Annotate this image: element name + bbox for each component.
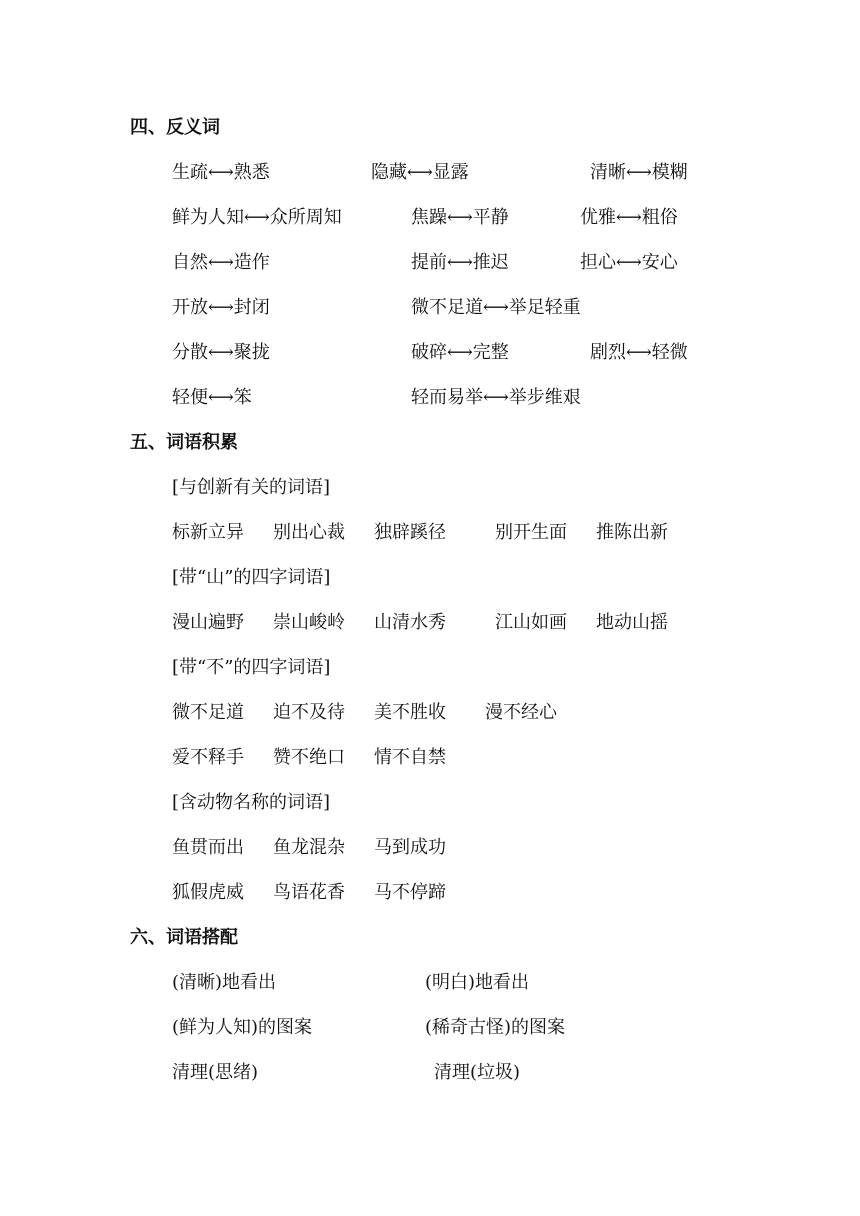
idiom: 鱼贯而出	[172, 837, 244, 858]
idiom: 漫不经心	[485, 702, 557, 723]
antonym-pair: 分散⟷聚拢	[172, 342, 270, 363]
idiom: 标新立异	[172, 522, 244, 543]
group-label: [带“不”的四字词语]	[172, 657, 331, 678]
antonym-pair: 优雅⟷粗俗	[580, 207, 678, 228]
group-label: [与创新有关的词语]	[172, 477, 331, 498]
idiom: 马不停蹄	[374, 882, 446, 903]
antonym-pair: 隐藏⟷显露	[371, 162, 469, 183]
antonym-pair: 微不足道⟷举足轻重	[411, 297, 581, 318]
idiom: 赞不绝口	[273, 747, 345, 768]
idiom: 马到成功	[374, 837, 446, 858]
antonym-pair: 轻而易举⟷举步维艰	[411, 387, 581, 408]
idiom: 迫不及待	[273, 702, 345, 723]
idiom: 爱不释手	[172, 747, 244, 768]
collocation: (明白)地看出	[425, 972, 530, 993]
antonym-pair: 剧烈⟷轻微	[590, 342, 688, 363]
antonym-pair: 焦躁⟷平静	[411, 207, 509, 228]
idiom: 漫山遍野	[172, 612, 244, 633]
section-heading-collocation: 六、词语搭配	[130, 927, 238, 948]
idiom: 微不足道	[172, 702, 244, 723]
idiom: 江山如画	[495, 612, 567, 633]
antonym-pair: 提前⟷推迟	[411, 252, 509, 273]
collocation: 清理(垃圾)	[434, 1062, 521, 1083]
idiom: 别出心裁	[273, 522, 345, 543]
antonym-pair: 鲜为人知⟷众所周知	[172, 207, 342, 228]
antonym-pair: 轻便⟷笨	[172, 387, 252, 408]
idiom: 独辟蹊径	[374, 522, 446, 543]
idiom: 情不自禁	[374, 747, 446, 768]
group-label: [带“山”的四字词语]	[172, 567, 331, 588]
antonym-pair: 清晰⟷模糊	[590, 162, 688, 183]
collocation: (清晰)地看出	[172, 972, 277, 993]
section-heading-vocabulary: 五、词语积累	[130, 432, 238, 453]
antonym-pair: 自然⟷造作	[172, 252, 270, 273]
idiom: 山清水秀	[374, 612, 446, 633]
idiom: 狐假虎威	[172, 882, 244, 903]
collocation: 清理(思绪)	[172, 1062, 259, 1083]
idiom: 崇山峻岭	[273, 612, 345, 633]
group-label: [含动物名称的词语]	[172, 792, 331, 813]
antonym-pair: 破碎⟷完整	[411, 342, 509, 363]
collocation: (稀奇古怪)的图案	[425, 1017, 566, 1038]
collocation: (鲜为人知)的图案	[172, 1017, 313, 1038]
antonym-pair: 开放⟷封闭	[172, 297, 270, 318]
antonym-pair: 生疏⟷熟悉	[172, 162, 270, 183]
idiom: 别开生面	[495, 522, 567, 543]
idiom: 美不胜收	[374, 702, 446, 723]
antonym-pair: 担心⟷安心	[580, 252, 678, 273]
idiom: 地动山摇	[596, 612, 668, 633]
section-heading-antonyms: 四、反义词	[130, 117, 220, 138]
idiom: 鸟语花香	[273, 882, 345, 903]
idiom: 鱼龙混杂	[273, 837, 345, 858]
idiom: 推陈出新	[596, 522, 668, 543]
